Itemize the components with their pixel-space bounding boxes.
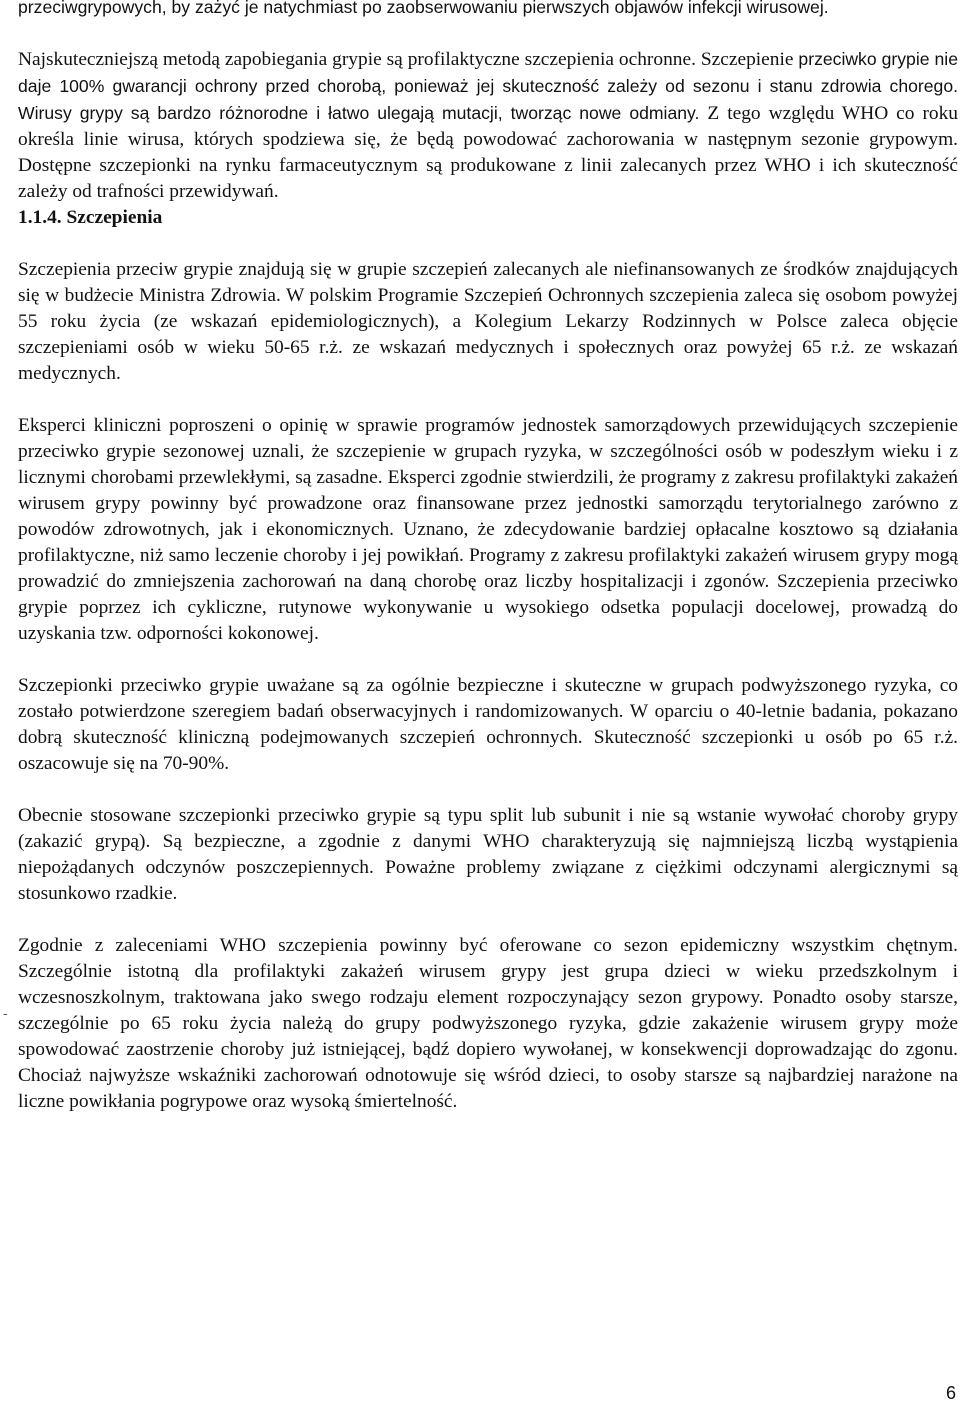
paragraph-prevention-lead: Najskuteczniejszą metodą zapobiegania grypie są profilaktyczne szczepienia ochronne. Szczepienie [18,49,794,70]
paragraph-prevention-middle: przeciwko grypie nie daje 100% gwarancji ochrony przed chorobą, ponieważ jej skuteczność zależy od sezonu i stanu zdrowia chorego. Wirusy grypy są bardzo różnorodne i łatwo ulegają mutacji, tworząc nowe odmiany. [18,49,958,123]
paragraph-intro-continuation: przeciwgrypowych, by zażyć je natychmiast po zaobserwowaniu pierwszych objawów infekcji wirusowej. [18,0,829,17]
paragraph-prevention-tail: Z tego względu WHO co roku określa linie wirusa, których spodziewa się, że będą powodować zachorowania w następnym sezonie grypowym. Dostępne szczepionki na rynku farmaceutycznym są produkowane z linii zalecanych przez WHO i ich skuteczność zależy od trafności przewidywań. [18,103,958,202]
document-page [18,0,958,1115]
paragraph-who-recommendations: Zgodnie z zaleceniami WHO szczepienia powinny być oferowane co sezon epidemiczny wszystkim chętnym. Szczególnie istotną dla profilaktyki zakażeń wirusem grypy jest grupa dzieci w wieku przedszkolnym i wczesnoszkolnym, traktowana jako swego rodzaju element rozpoczynający sezon grypowy. Ponadto osoby starsze, szczególnie po 65 roku życia należą do grupy podwyższonego ryzyka, gdzie zakażenie wirusem grypy może spowodować zaostrzenie choroby już istniejącej, bądź dopiero wywołanej, w konsekwencji doprowadzając do zgonu. Chociaż najwyższe wskaźniki zachorowań odnotowuje się wśród dzieci, to osoby starsze są najbardziej narażone na liczne powikłania pogrypowe oraz wysoką śmiertelność. [18,935,958,1112]
paragraph-vaccine-safety: Szczepionki przeciwko grypie uważane są za ogólnie bezpieczne i skuteczne w grupach podwyższonego ryzyka, co zostało potwierdzone szeregiem badań obserwacyjnych i randomizowanych. W oparciu o 40-letnie badania, pokazano dobrą skuteczność kliniczną podejmowanych szczepień ochronnych. Skuteczność szczepionki u osób po 65 r.ż. oszacowuje się na 70-90%. [18,675,958,774]
paragraph-prevention [18,46,958,205]
page-number: 6 [945,1383,956,1403]
paragraph-experts: Eksperci kliniczni poproszeni o opinię w sprawie programów jednostek samorządowych przewidujących szczepienie przeciwko grypie sezonowej uznali, że szczepienie w grupach ryzyka, w szczególności osób w podeszłym wieku i z licznymi chorobami przewlekłymi, są zasadne. Eksperci zgodnie stwierdzili, że programy z zakresu profilaktyki zakażeń wirusem grypy powinny być prowadzone oraz finansowane przez jednostki samorządu terytorialnego zarówno z powodów zdrowotnych, jak i ekonomicznych. Uznano, że zdecydowanie bardziej opłacalne kosztowo są działania profilaktyczne, niż samo leczenie choroby i jej powikłań. Programy z zakresu profilaktyki zakażeń wirusem grypy mogą prowadzić do zmniejszenia zachorowań na daną chorobę oraz liczby hospitalizacji i zgonów. Szczepienia przeciwko grypie poprzez ich cykliczne, rutynowe wykonywanie u wysokiego odsetka populacji docelowej, prowadzą do uzyskania tzw. odporności kokonowej. [18,415,958,644]
margin-mark: - [3,1005,8,1021]
paragraph-vaccine-types: Obecnie stosowane szczepionki przeciwko grypie są typu split lub subunit i nie są wstanie wywołać choroby grypy (zakazić grypą). Są bezpieczne, a zgodnie z danymi WHO charakteryzują się najmniejszą liczbą wystąpienia niepożądanych odczynów poszczepiennych. Poważne problemy związane z ciężkimi odczynami alergicznymi są stosunkowo rzadkie. [18,805,958,904]
paragraph-recommendations: Szczepienia przeciw grypie znajdują się w grupie szczepień zalecanych ale niefinansowanych ze środków znajdujących się w budżecie Ministra Zdrowia. W polskim Programie Szczepień Ochronnych szczepienia zaleca się osobom powyżej 55 roku życia (ze wskazań epidemiologicznych), a Kolegium Lekarzy Rodzinnych w Polsce zaleca objęcie szczepieniami osób w wieku 50-65 r.ż. ze wskazań medycznych i społecznych oraz powyżej 65 r.ż. ze wskazań medycznych. [18,259,958,384]
section-heading: 1.1.4. Szczepienia [18,207,163,228]
